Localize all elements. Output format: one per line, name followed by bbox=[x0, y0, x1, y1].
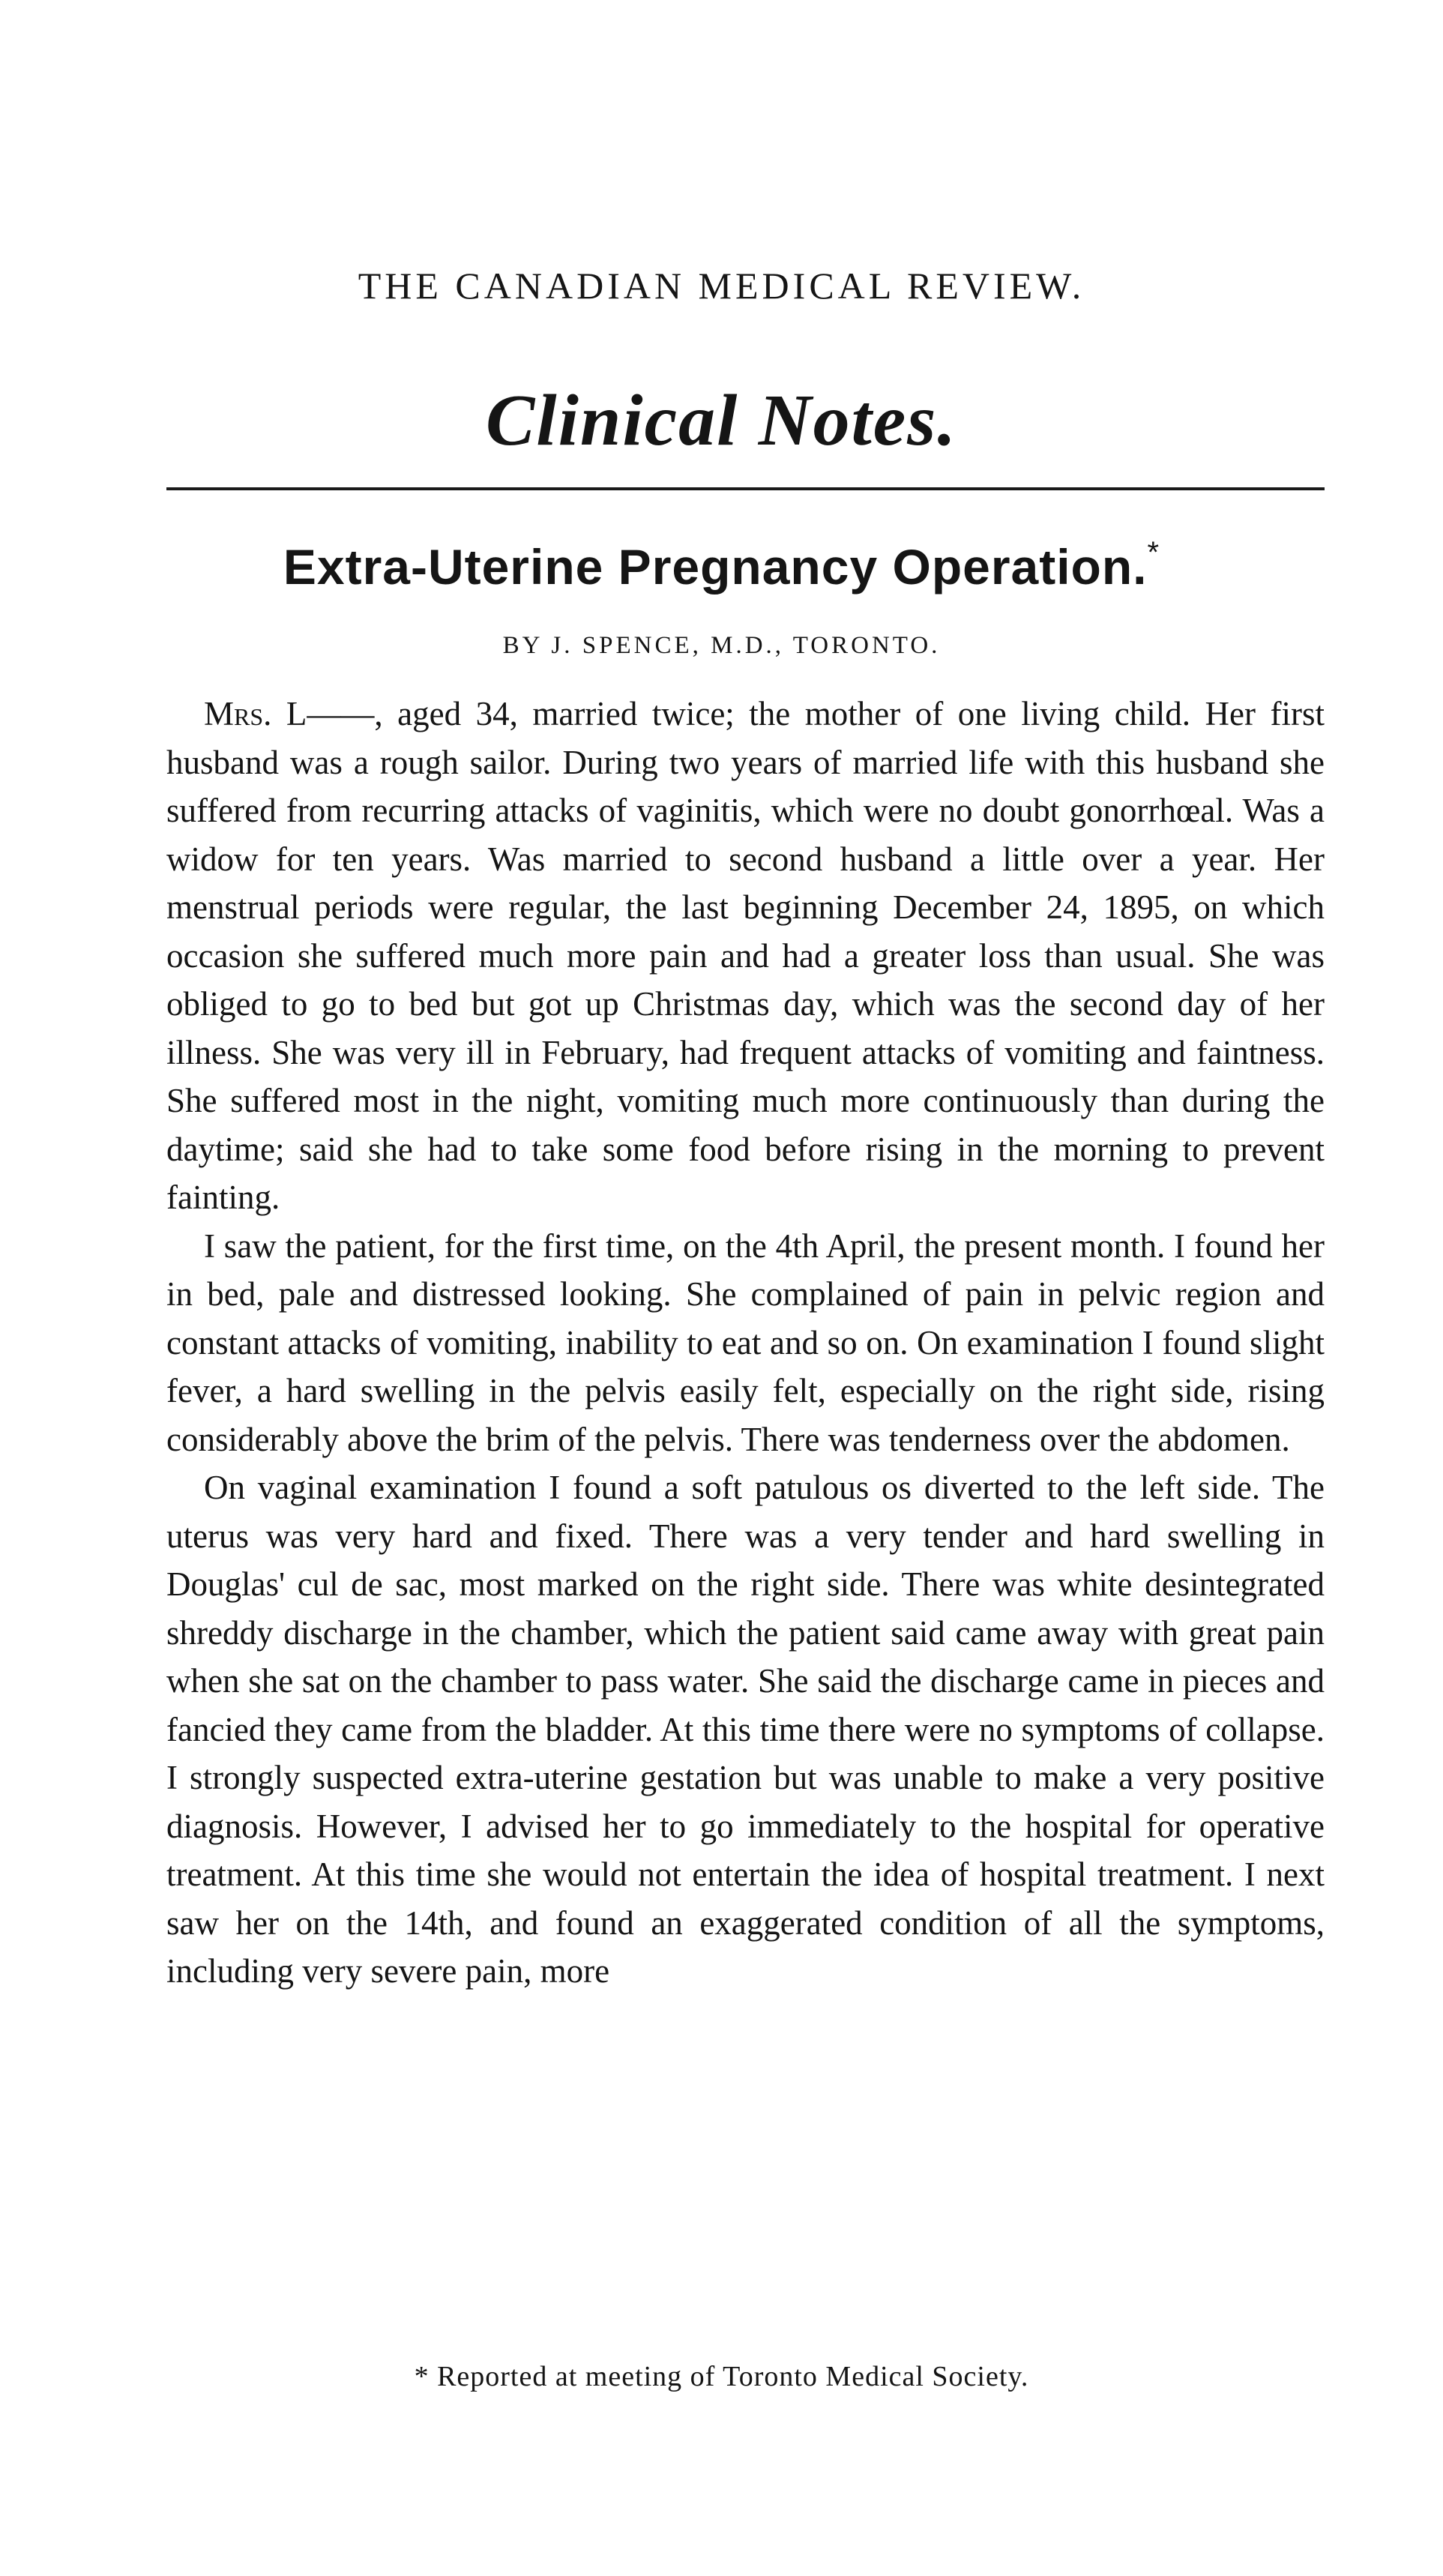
byline: BY J. SPENCE, M.D., TORONTO. bbox=[502, 632, 941, 659]
paragraph-lead: Mrs. bbox=[204, 695, 272, 732]
paragraph-text: On vaginal examination I found a soft patulous os diverted to the left side. The uterus was very hard and fixed. There was a very tender and hard swelling in Douglas' cul de sac, most marked on the right side. There was white desintegrated shreddy discharge in the chamber, which the patient said came away with great pain when she sat on the chamber to pass water. She said the discharge came in pieces and fancied they came from the bladder. At this time there were no symptoms of collapse. I strongly suspected extra-uterine gestation but was unable to make a very positive diagnosis. However, I advised her to go immediately to the hospital for operative treatment. At this time she would not entertain the idea of hospital treatment. I next saw her on the 14th, and found an exaggerated condition of all the symptoms, including very severe pain, more bbox=[166, 1469, 1325, 1990]
paragraph bbox=[166, 1222, 1325, 1464]
footnote-mark: * bbox=[1147, 536, 1160, 569]
section-divider bbox=[166, 487, 1325, 490]
paragraph bbox=[166, 690, 1325, 1222]
paragraph-text: I saw the patient, for the first time, on the 4th April, the present month. I found her in bed, pale and distressed looking. She complained of pain in pelvic region and constant attacks of vomiting, inability to eat and so on. On examination I found slight fever, a hard swelling in the pelvis easily felt, especially on the right side, rising considerably above the brim of the pelvis. There was tenderness over the abdomen. bbox=[166, 1227, 1325, 1458]
section-title: Clinical Notes. bbox=[486, 380, 957, 461]
article-title-text: Extra-Uterine Pregnancy Operation. bbox=[283, 539, 1148, 595]
paragraph bbox=[166, 1463, 1325, 1996]
article-title bbox=[0, 538, 1443, 595]
article-body bbox=[166, 690, 1325, 1996]
paragraph-text: L——, aged 34, married twice; the mother of one living child. Her first husband was a rough sailor. During two years of married life with this husband she suffered from recurring attacks of vaginitis, which were no doubt gonorrhœal. Was a widow for ten years. Was married to second husband a little over a year. Her menstrual periods were regular, the last beginning December 24, 1895, on which occasion she suffered much more pain and had a greater loss than usual. She was obliged to go to bed but got up Christmas day, which was the second day of her illness. She was very ill in February, had frequent attacks of vomiting and faintness. She suffered most in the night, vomiting much more continuously than during the daytime; said she had to take some food before rising in the morning to prevent fainting. bbox=[166, 695, 1325, 1216]
footnote: * Reported at meeting of Toronto Medical Society. bbox=[414, 2361, 1029, 2392]
running-head: THE CANADIAN MEDICAL REVIEW. bbox=[358, 265, 1085, 307]
